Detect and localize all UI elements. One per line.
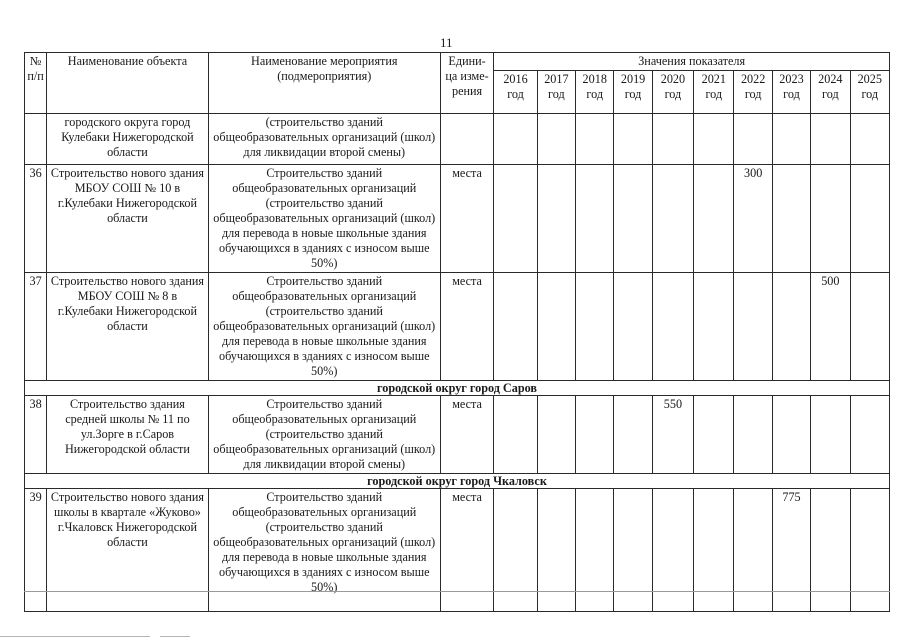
row-number: 38 <box>25 396 47 474</box>
object-name: Строительство нового здания МБОУ СОШ № 10 в г.Кулебаки Нижегородской области <box>47 165 208 273</box>
table-row <box>25 489 890 612</box>
header-year: 2025 год <box>850 71 889 114</box>
row-number: 37 <box>25 273 47 381</box>
value-cell <box>614 396 652 474</box>
value-cell <box>614 165 652 273</box>
table-row <box>25 114 890 165</box>
table-row <box>25 165 890 273</box>
value-cell <box>537 396 575 474</box>
header-year: 2019 год <box>614 71 652 114</box>
value-cell: 550 <box>652 396 693 474</box>
value-cell <box>614 489 652 612</box>
value-cell <box>576 273 614 381</box>
section-row <box>25 474 890 489</box>
measure-name: Строительство зданий общеобразовательных организаций (строительство зданий общеобразовательных организаций (школ) для перевода в новые школьные здания обучающихся в зданиях с износом выше 50%) <box>208 489 440 612</box>
header-year: 2022 год <box>734 71 772 114</box>
value-cell <box>734 273 772 381</box>
value-cell <box>614 273 652 381</box>
scan-edge-mark <box>0 636 150 637</box>
value-cell <box>694 165 734 273</box>
value-cell <box>850 396 889 474</box>
value-cell <box>772 114 810 165</box>
header-year: 2016 год <box>494 71 537 114</box>
value-cell <box>811 165 850 273</box>
value-cell <box>537 489 575 612</box>
value-cell <box>614 114 652 165</box>
value-cell <box>734 114 772 165</box>
object-name: Строительство здания средней школы № 11 по ул.Зорге в г.Саров Нижегородской области <box>47 396 208 474</box>
value-cell: 775 <box>772 489 810 612</box>
table-row <box>25 273 890 381</box>
measure-name: Строительство зданий общеобразовательных организаций (строительство зданий общеобразовательных организаций (школ) для перевода в новые школьные здания обучающихся в зданиях с износом выше 50%) <box>208 165 440 273</box>
value-cell <box>694 396 734 474</box>
value-cell <box>537 114 575 165</box>
value-cell <box>652 114 693 165</box>
value-cell <box>576 396 614 474</box>
value-cell: 500 <box>811 273 850 381</box>
value-cell <box>494 396 537 474</box>
value-cell <box>734 396 772 474</box>
header-year: 2024 год <box>811 71 850 114</box>
header-year: 2017 год <box>537 71 575 114</box>
indicators-table <box>24 52 890 612</box>
value-cell <box>494 273 537 381</box>
header-year: 2020 год <box>652 71 693 114</box>
header-unit: Едини-ца изме-рения <box>440 53 493 114</box>
unit-cell: места <box>440 165 493 273</box>
header-year: 2023 год <box>772 71 810 114</box>
header-object: Наименование объекта <box>47 53 208 114</box>
value-cell <box>850 273 889 381</box>
header-num: № п/п <box>25 53 47 114</box>
header-year: 2021 год <box>694 71 734 114</box>
value-cell <box>772 396 810 474</box>
header-values-group: Значения показателя <box>494 53 890 71</box>
value-cell <box>494 489 537 612</box>
value-cell <box>537 165 575 273</box>
value-cell <box>652 489 693 612</box>
unit-cell: места <box>440 489 493 612</box>
scan-edge-mark <box>160 636 190 637</box>
header-year: 2018 год <box>576 71 614 114</box>
value-cell <box>772 165 810 273</box>
value-cell <box>734 489 772 612</box>
row-number: 39 <box>25 489 47 612</box>
value-cell <box>811 114 850 165</box>
value-cell <box>652 165 693 273</box>
table-body <box>25 114 890 612</box>
value-cell: 300 <box>734 165 772 273</box>
measure-name: Строительство зданий общеобразовательных организаций (строительство зданий общеобразовательных организаций (школ) для перевода в новые школьные здания обучающихся в зданиях с износом выше 50%) <box>208 273 440 381</box>
page-bottom-rule <box>24 591 890 592</box>
value-cell <box>537 273 575 381</box>
value-cell <box>494 114 537 165</box>
unit-cell: места <box>440 396 493 474</box>
unit-cell <box>440 114 493 165</box>
table-row <box>25 396 890 474</box>
value-cell <box>850 489 889 612</box>
value-cell <box>811 396 850 474</box>
value-cell <box>576 489 614 612</box>
value-cell <box>694 114 734 165</box>
measure-name: (строительство зданий общеобразовательных организаций (школ) для ликвидации второй смены) <box>208 114 440 165</box>
value-cell <box>576 165 614 273</box>
measure-name: Строительство зданий общеобразовательных организаций (строительство зданий общеобразовательных организаций (школ) для ликвидации второй смены) <box>208 396 440 474</box>
value-cell <box>772 273 810 381</box>
value-cell <box>652 273 693 381</box>
object-name: Строительство нового здания МБОУ СОШ № 8 в г.Кулебаки Нижегородской области <box>47 273 208 381</box>
row-number <box>25 114 47 165</box>
value-cell <box>576 114 614 165</box>
section-title: городской округ город Чкаловск <box>25 474 890 489</box>
object-name: городского округа город Кулебаки Нижегородской области <box>47 114 208 165</box>
object-name: Строительство нового здания школы в квартале «Жуково» г.Чкаловск Нижегородской области <box>47 489 208 612</box>
value-cell <box>811 489 850 612</box>
header-measure: Наименование мероприятия (подмероприятия) <box>208 53 440 114</box>
value-cell <box>694 273 734 381</box>
value-cell <box>694 489 734 612</box>
section-title: городской округ город Саров <box>25 381 890 396</box>
unit-cell: места <box>440 273 493 381</box>
value-cell <box>850 165 889 273</box>
row-number: 36 <box>25 165 47 273</box>
value-cell <box>850 114 889 165</box>
value-cell <box>494 165 537 273</box>
section-row <box>25 381 890 396</box>
page-number: 11 <box>440 35 453 50</box>
